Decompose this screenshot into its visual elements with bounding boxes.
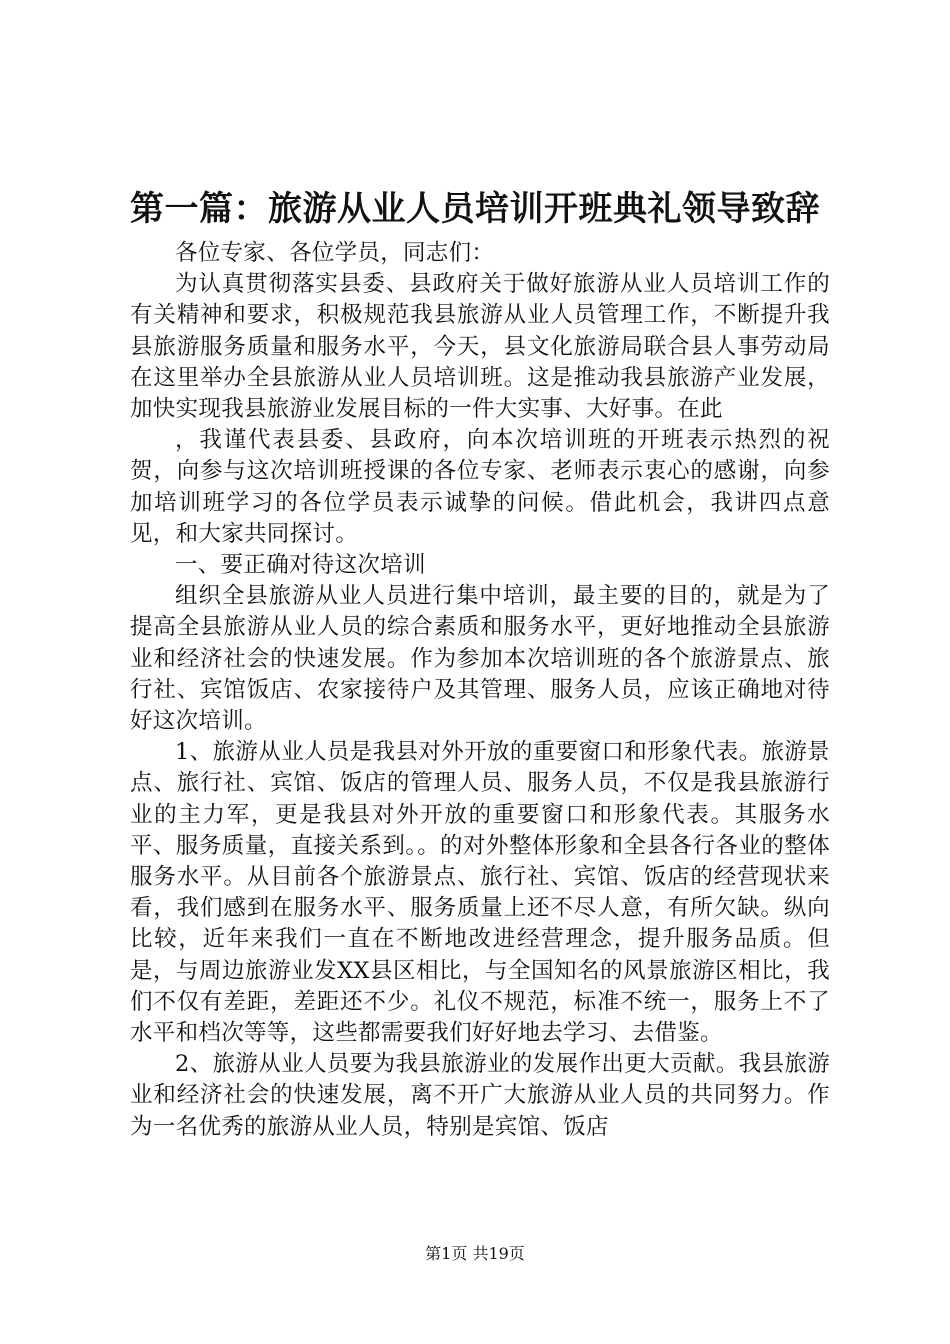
body-paragraph: 1、旅游从业人员是我县对外开放的重要窗口和形象代表。旅游景点、旅行社、宾馆、饭店的管理人员、服务人员，不仅是我县旅游行业的主力军，更是我县对外开放的重要窗口和形象代表。其服务水平、服务质量，直接关系到。。的对外整体形象和全县各行各业的整体服务水平。从目前各个旅游景点、旅行社、宾馆、饭店的经营现状来看，我们感到在服务水平、服务质量上还不尽人意，有所欠缺。纵向比较，近年来我们一直在不断地改进经营理念，提升服务品质。但是，与周边旅游业发XX县区相比，与全国知名的风景旅游区相比，我们不仅有差距，差距还不少。礼仪不规范，标准不统一，服务上不了水平和档次等等，这些都需要我们好好地去学习、去借鉴。 bbox=[130, 739, 830, 1047]
document-body bbox=[130, 238, 830, 1143]
salutation-paragraph: 各位专家、各位学员，同志们： bbox=[175, 240, 495, 266]
body-paragraph: ，我谨代表县委、县政府，向本次培训班的开班表示热烈的祝贺，向参与这次培训班授课的各位专家、老师表示衷心的感谢，向参加培训班学习的各位学员表示诚挚的问候。借此机会，我讲四点意见，和大家共同探讨。 bbox=[130, 427, 830, 547]
document-title: 第一篇：旅游从业人员培训开班典礼领导致辞 bbox=[130, 189, 820, 229]
body-paragraph: 组织全县旅游从业人员进行集中培训，最主要的目的，就是为了提高全县旅游从业人员的综合素质和服务水平，更好地推动全县旅游业和经济社会的快速发展。作为参加本次培训班的各个旅游景点、旅行社、宾馆饭店、农家接待户及其管理、服务人员，应该正确地对待好这次培训。 bbox=[130, 583, 830, 735]
body-paragraph: 2、旅游从业人员要为我县旅游业的发展作出更大贡献。我县旅游业和经济社会的快速发展，离不开广大旅游从业人员的共同努力。作为一名优秀的旅游从业人员，特别是宾馆、饭店 bbox=[130, 1051, 830, 1140]
page-number-footer: 第1页 共19页 bbox=[425, 1244, 525, 1263]
section-heading: 一、要正确对待这次培训 bbox=[175, 552, 426, 579]
body-paragraph: 为认真贯彻落实县委、县政府关于做好旅游从业人员培训工作的有关精神和要求，积极规范我县旅游从业人员管理工作，不断提升我县旅游服务质量和服务水平，今天，县文化旅游局联合县人事劳动局在这里举办全县旅游从业人员培训班。这是推动我县旅游产业发展，加快实现我县旅游业发展目标的一件大实事、大好事。在此 bbox=[130, 271, 830, 423]
